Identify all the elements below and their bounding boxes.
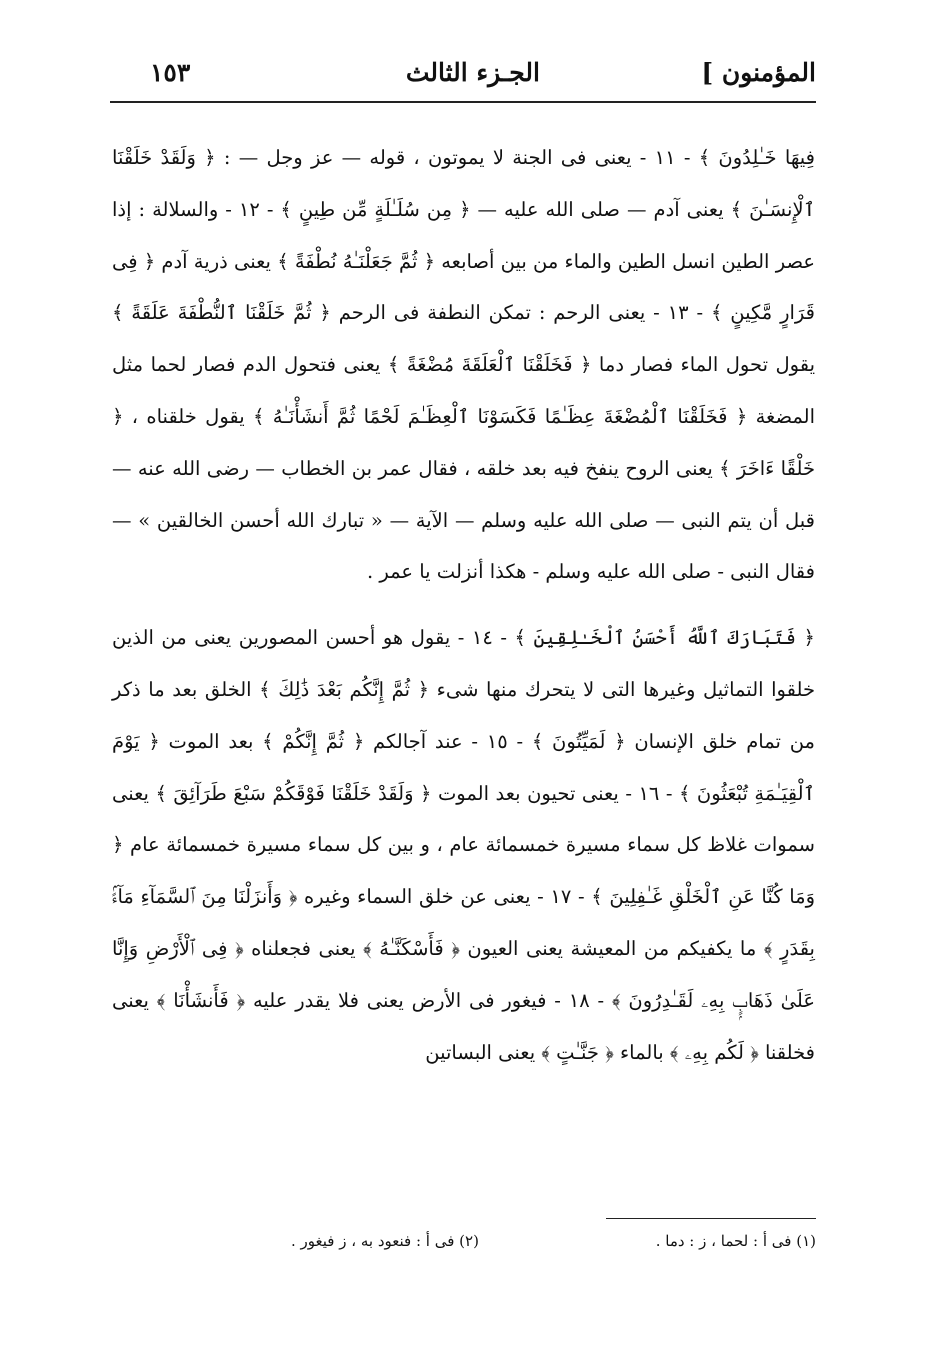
page-header	[110, 58, 816, 98]
paragraph-1: فِيهَا خَـٰلِدُونَ ﴾ - ١١ - يعنى فى الجنة لا يموتون ، قوله — عز وجل — : ﴿ وَلَقَدْ خَلَقْنَا ٱلْإِنسَـٰنَ ﴾ يعنى آدم — صلى الله عليه — ﴿ مِن سُلَـٰلَةٍ مِّن طِينٍ ﴾ - ١٢ - والسلالة : إذا عصر الطين انسل الطين والماء من بين أصابعه ﴿ ثُمَّ جَعَلْنَـٰهُ نُطْفَةً ﴾ يعنى ذرية آدم ﴿ فِى قَرَارٍ مَّكِينٍ ﴾ - ١٣ - يعنى الرحم : تمكن النطفة فى الرحم ﴿ ثُمَّ خَلَقْنَا ٱلنُّطْفَةَ عَلَقَةً ﴾ يقول تحول الماء فصار دما ﴿ فَخَلَقْنَا ٱلْعَلَقَةَ مُضْغَةً ﴾ يعنى فتحول الدم فصار لحما مثل المضغة ﴿ فَخَلَقْنَا ٱلْمُضْغَةَ عِظَـٰمًا فَكَسَوْنَا ٱلْعِظَـٰمَ لَحْمًا ثُمَّ أَنشَأْنَـٰهُ ﴾ يقول خلقناه ، ﴿ خَلْقًا ءَاخَرَ ﴾ يعنى الروح ينفخ فيه بعد خلقه ، فقال عمر بن الخطاب — رضى الله عنه — قبل أن يتم النبى — صلى الله عليه وسلم — الآية — « تبارك الله أحسن الخالقين » — فقال النبى - صلى الله عليه وسلم - هكذا أنزلت يا عمر .	[112, 146, 816, 584]
footnote-separator	[606, 1218, 816, 1219]
footnote-1: (١) فى أ : لحما ، ز : دما .	[655, 1232, 816, 1250]
footnotes	[166, 1232, 816, 1250]
running-head-surah: المؤمنون ]	[701, 58, 816, 87]
commentary-body	[112, 132, 815, 1078]
footnote-2: (٢) فى أ : فنعود به ، ز فيغور .	[290, 1232, 479, 1250]
running-head-part: الجـزء الثالث	[405, 58, 540, 87]
header-rule	[110, 101, 816, 103]
page-number: ١٥٣	[150, 58, 191, 87]
paragraph-2: ﴿ فَتَبَارَكَ ٱللَّهُ أَحْسَنُ ٱلْخَـٰلِقِينَ ﴾ - ١٤ - يقول هو أحسن المصورين يعنى من الذين خلقوا التماثيل وغيرها التى لا يتحرك منها شىء ﴿ ثُمَّ إِنَّكُم بَعْدَ ذَٰلِكَ ﴾ الخلق بعد ما ذكر من تمام خلق الإنسان ﴿ لَمَيِّتُونَ ﴾ - ١٥ - عند آجالكم ﴿ ثُمَّ إِنَّكُمْ ﴾ بعد الموت ﴿ يَوْمَ ٱلْقِيَـٰمَةِ تُبْعَثُونَ ﴾ - ١٦ - يعنى تحيون بعد الموت ﴿ وَلَقَدْ خَلَقْنَا فَوْقَكُمْ سَبْعَ طَرَآئِقَ ﴾ يعنى سموات غلاظ كل سماء مسيرة خمسمائة عام ، و بين كل سماء مسيرة خمسمائة عام ﴿ وَمَا كُنَّا عَنِ ٱلْخَلْقِ غَـٰفِلِينَ ﴾ - ١٧ - يعنى عن خلق السماء وغيره ﴿ وَأَنزَلْنَا مِنَ ٱلسَّمَآءِ مَآءًۢ بِقَدَرٍ ﴾ ما يكفيكم من المعيشة يعنى العيون ﴿ فَأَسْكَنَّـٰهُ ﴾ يعنى فجعلناه ﴿ فِى ٱلْأَرْضِ وَإِنَّا عَلَىٰ ذَهَابٍۭ بِهِۦ لَقَـٰدِرُونَ ﴾ - ١٨ - فيغور فى الأرض يعنى فلا يقدر عليه ﴿ فَأَنشَأْنَا ﴾ يعنى فخلقنا ﴿ لَكُم بِهِۦ ﴾ بالماء ﴿ جَنَّـٰتٍ ﴾ يعنى البساتين	[112, 626, 815, 1064]
